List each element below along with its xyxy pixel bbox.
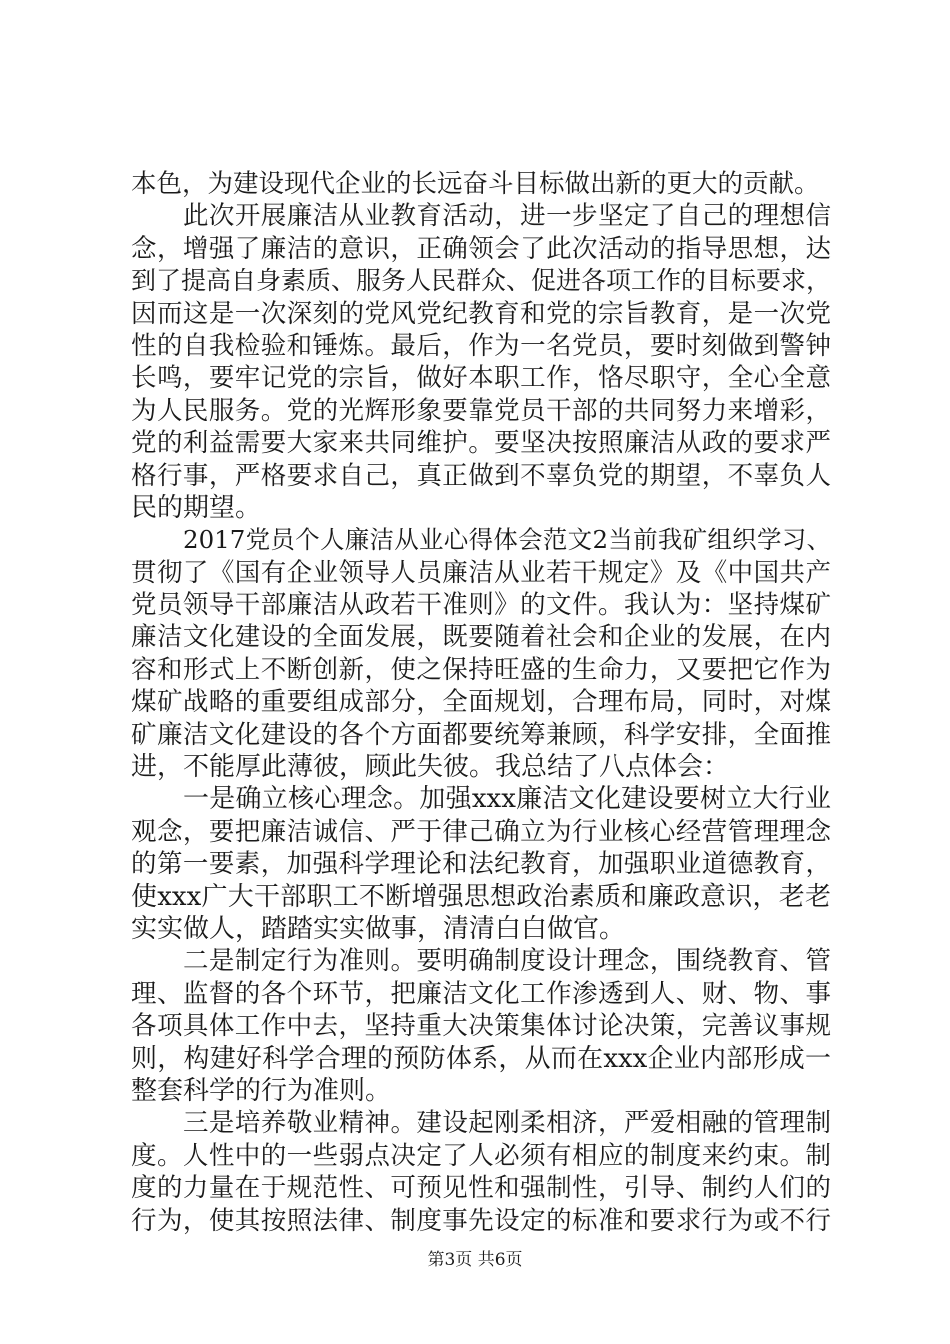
document-body: [131, 168, 831, 1237]
text-line: 三是培养敬业精神。建设起刚柔相济，严爱相融的管理制: [183, 1108, 831, 1139]
text-line: 进，不能厚此薄彼，顾此失彼。我总结了八点体会：: [131, 752, 730, 783]
text-line: 格行事，严格要求自己，真正做到不辜负党的期望，不辜负人: [131, 460, 831, 491]
text-line: 度。人性中的一些弱点决定了人必须有相应的制度来约束。制: [131, 1140, 831, 1171]
text-line: 理、监督的各个环节，把廉洁文化工作渗透到人、财、物、事: [131, 978, 831, 1009]
text-line: 整套科学的行为准则。: [131, 1075, 392, 1106]
text-line: 实实做人，踏踏实实做事，清清白白做官。: [131, 913, 626, 944]
text-line: 使xxx广大干部职工不断增强思想政治素质和廉政意识，老老: [131, 881, 831, 912]
text-line: 各项具体工作中去，坚持重大决策集体讨论决策，完善议事规: [131, 1011, 831, 1042]
text-line: 长鸣，要牢记党的宗旨，做好本职工作，恪尽职守，全心全意: [131, 363, 831, 394]
text-line: 因而这是一次深刻的党风党纪教育和党的宗旨教育，是一次党: [131, 298, 831, 329]
text-line: 民的期望。: [131, 492, 262, 523]
text-line: 二是制定行为准则。要明确制度设计理念，围绕教育、管: [183, 946, 831, 977]
text-line: 到了提高自身素质、服务人民群众、促进各项工作的目标要求，: [131, 266, 832, 296]
text-line: 容和形式上不断创新，使之保持旺盛的生命力，又要把它作为: [131, 654, 831, 685]
text-line: 党员领导干部廉洁从政若干准则》的文件。我认为：坚持煤矿: [131, 590, 831, 621]
text-line: 一是确立核心理念。加强xxx廉洁文化建设要树立大行业: [183, 784, 831, 815]
text-line: 党的利益需要大家来共同维护。要坚决按照廉洁从政的要求严: [131, 428, 831, 459]
text-line: 念，增强了廉洁的意识，正确领会了此次活动的指导思想，达: [131, 233, 831, 264]
text-line: 贯彻了《国有企业领导人员廉洁从业若干规定》及《中国共产: [131, 557, 831, 588]
text-line: 性的自我检验和锤炼。最后，作为一名党员，要时刻做到警钟: [131, 330, 831, 361]
text-line: 矿廉洁文化建设的各个方面都要统筹兼顾，科学安排，全面推: [131, 719, 831, 750]
text-line: 观念，要把廉洁诚信、严于律己确立为行业核心经营管理理念: [131, 816, 831, 847]
text-line: 行为，使其按照法律、制度事先设定的标准和要求行为或不行: [131, 1205, 831, 1236]
text-line: 此次开展廉洁从业教育活动，进一步坚定了自己的理想信: [183, 201, 831, 232]
text-line: 为人民服务。党的光辉形象要靠党员干部的共同努力来增彩，: [131, 395, 831, 426]
text-line: 廉洁文化建设的全面发展，既要随着社会和企业的发展，在内: [131, 622, 831, 653]
text-line: 2017党员个人廉洁从业心得体会范文2当前我矿组织学习、: [183, 525, 831, 555]
page-footer: 第3页 共6页: [427, 1250, 523, 1270]
text-line: 本色，为建设现代企业的长远奋斗目标做出新的更大的贡献。: [131, 169, 820, 199]
text-line: 的第一要素，加强科学理论和法纪教育，加强职业道德教育，: [131, 849, 831, 880]
text-line: 煤矿战略的重要组成部分，全面规划，合理布局，同时，对煤: [131, 687, 831, 718]
text-line: 度的力量在于规范性、可预见性和强制性，引导、制约人们的: [131, 1173, 831, 1204]
text-line: 则，构建好科学合理的预防体系，从而在xxx企业内部形成一: [131, 1043, 831, 1074]
